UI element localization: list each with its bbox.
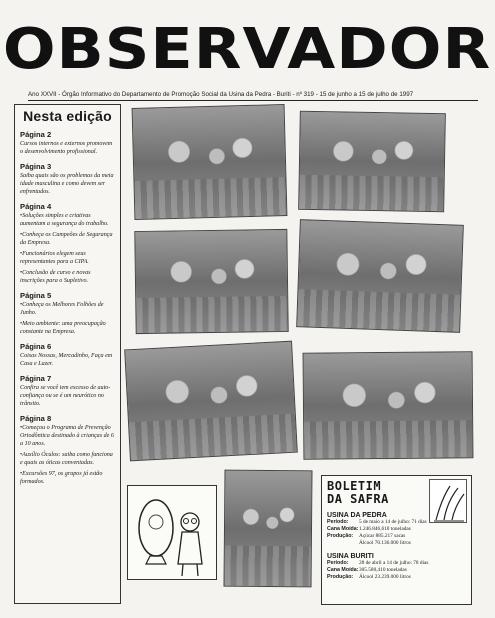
bullet-icon: • [20, 321, 23, 327]
photo-computer-class [132, 104, 288, 220]
plant-name: USINA BURITI [327, 553, 374, 560]
harvest-row-label: Cana Moída: [327, 567, 359, 573]
section-item [20, 140, 115, 156]
sidebar-section [20, 291, 115, 336]
sidebar-section [20, 342, 115, 368]
section-item [20, 212, 115, 228]
sidebar-section [20, 374, 115, 408]
harvest-row-value: 1.246.846,610 toneladas [359, 526, 411, 532]
photo-group-outdoor [303, 351, 474, 459]
section-item [20, 320, 115, 336]
bullet-icon: • [20, 251, 23, 257]
harvest-row [327, 533, 466, 540]
section-item-text: Confira se você tem excesso de auto-confiança ou se é um neurótico no trânsito. [20, 385, 111, 407]
sidebar-heading: Nesta edição [23, 108, 112, 124]
harvest-row [327, 560, 466, 567]
harvest-row [327, 526, 466, 533]
section-item-text: Conheça os Campeões de Segurança da Empresa. [20, 232, 113, 246]
sugarcane-logo-icon [429, 479, 467, 523]
section-item-text: Meio ambiente: uma preocupação constante na Empresa. [20, 321, 106, 335]
harvest-row-label: Cana Moída: [327, 526, 359, 532]
boletim-title-line2: DA SAFRA [327, 492, 389, 506]
section-item-text: Coisas Nossas, Mercadinho, Faça em Casa e Lazer. [20, 353, 113, 367]
boletim-da-safra [321, 475, 472, 605]
bullet-icon: • [20, 232, 23, 238]
harvest-row-value: Açúcar 885.217 sacas [359, 533, 406, 539]
bullet-icon: • [20, 471, 23, 477]
section-item-text: Conclusão de curso e novas inscrições para o Supletivo. [20, 270, 91, 284]
harvest-row-label: Período: [327, 519, 349, 525]
harvest-row-value: 5 de maio a 14 de julho: 71 dias [359, 519, 427, 525]
section-page-title: Página 4 [20, 202, 52, 211]
section-item [20, 424, 115, 448]
section-item [20, 172, 115, 196]
cartoon-illustration [128, 486, 218, 581]
section-item-text: Saiba quais são os problemas da meia idade masculina e como devem ser enfrentados. [20, 173, 114, 195]
bullet-icon: • [20, 425, 23, 431]
harvest-row [327, 574, 466, 581]
harvest-row [327, 540, 466, 547]
harvest-row-label: Período: [327, 560, 349, 566]
photo-meeting-room [296, 219, 464, 333]
contents-sidebar [14, 104, 121, 604]
section-page-title: Página 5 [20, 291, 52, 300]
section-item-text: Começou o Programa de Prevenção Ortodôntica destinado à crianças de 6 a 10 anos. [20, 425, 114, 447]
harvest-row-value: 28 de abril a 14 de julho: 78 dias [359, 560, 429, 566]
bullet-icon: • [20, 302, 23, 308]
section-page-title: Página 6 [20, 342, 52, 351]
section-item [20, 451, 115, 467]
section-item [20, 470, 115, 486]
sidebar-section [20, 202, 115, 285]
section-page-title: Página 8 [20, 414, 52, 423]
harvest-row-label: Produção: [327, 533, 354, 539]
section-item [20, 250, 115, 266]
sidebar-sections [20, 130, 115, 486]
harvest-row-value: Álcool 23.239.000 litros [359, 574, 411, 580]
sidebar-section [20, 162, 115, 196]
photo-group-indoor [134, 229, 288, 334]
plant-name: USINA DA PEDRA [327, 512, 387, 519]
photo-field-worker [223, 470, 312, 588]
section-item-text: Conheça os Melhores Folhões de Junho. [20, 302, 104, 316]
harvest-row-value: Álcool 70.136.000 litros [359, 540, 411, 546]
bullet-icon: • [20, 270, 23, 276]
section-item [20, 269, 115, 285]
section-item-text: Funcionários elegem seus representantes para a CIPA. [20, 251, 89, 265]
harvest-row-label: Produção: [327, 574, 354, 580]
section-item-text: Soluções simples e criativas aumentam a segurança do trabalho. [20, 213, 109, 227]
issue-line: Ano XXVII - Órgão Informativo do Departamento de Promoção Social da Usina da Pedra - Buriti - nº 319 - 15 de junho a 15 de julho de 1997 [28, 91, 478, 101]
section-item [20, 231, 115, 247]
bullet-icon: • [20, 452, 23, 458]
section-item [20, 352, 115, 368]
cartoon-mirror [127, 485, 217, 580]
section-item-text: Excursões 97, os grupos já estão formados. [20, 471, 103, 485]
section-item-text: Cursos internos e externos promovem o desenvolvimento profissional. [20, 141, 113, 155]
boletim-title-line1: BOLETIM [327, 479, 382, 493]
section-page-title: Página 7 [20, 374, 52, 383]
sidebar-section [20, 130, 115, 156]
harvest-row-label [327, 540, 359, 547]
photo-workers-machine [298, 111, 446, 213]
bullet-icon: • [20, 213, 23, 219]
masthead-title: OBSERVADOR [2, 15, 492, 82]
masthead [2, 14, 492, 84]
section-page-title: Página 2 [20, 130, 52, 139]
section-item [20, 384, 115, 408]
harvest-row [327, 567, 466, 574]
section-item-text: Auxílio Óculos: saiba como funciona e quais as óticas conveniadas. [20, 452, 113, 466]
section-item [20, 301, 115, 317]
section-page-title: Página 3 [20, 162, 52, 171]
harvest-row-value: 305.580,410 toneladas [359, 567, 407, 573]
photo-classroom [124, 341, 298, 462]
sidebar-section [20, 414, 115, 486]
